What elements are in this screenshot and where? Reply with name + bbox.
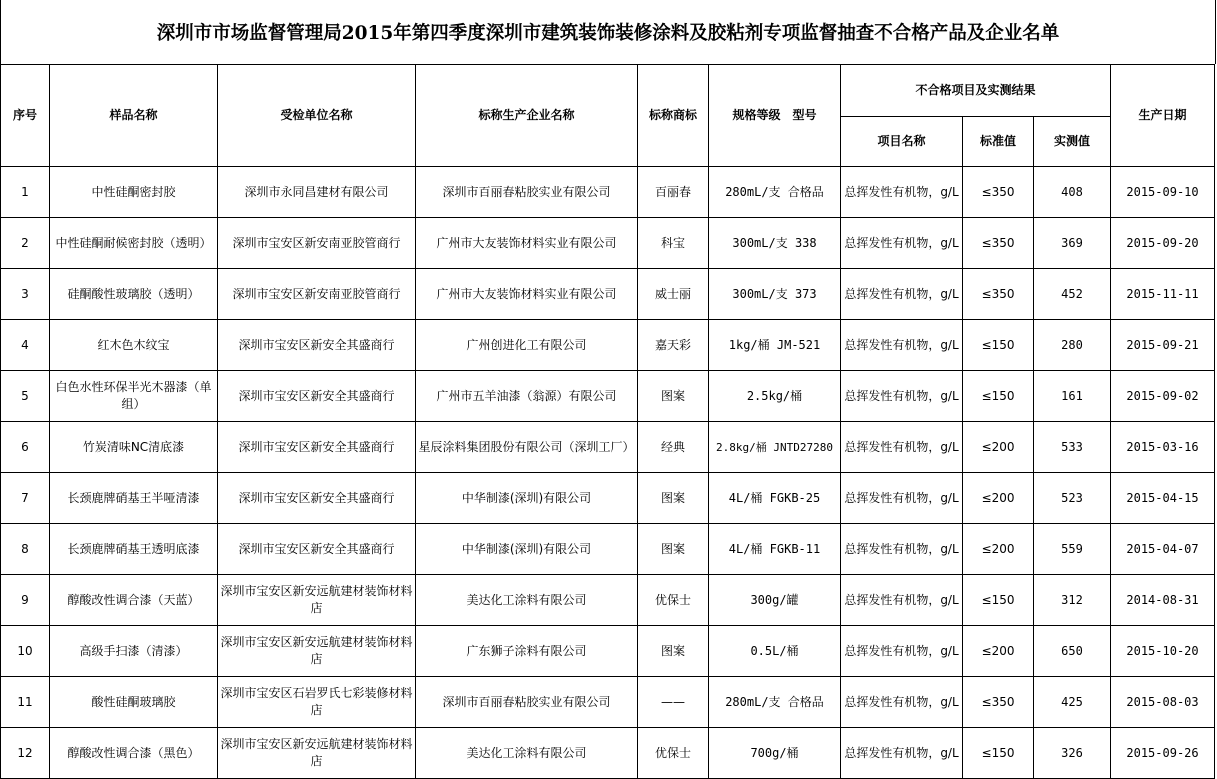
cell-item: 总挥发性有机物，g/L xyxy=(841,524,963,575)
cell-measured: 523 xyxy=(1034,473,1111,524)
cell-standard: ≤200 xyxy=(963,524,1034,575)
table-row xyxy=(1,626,1215,677)
table-row xyxy=(1,524,1215,575)
cell-spec: 280mL/支 合格品 xyxy=(709,167,841,218)
cell-brand: 科宝 xyxy=(638,218,709,269)
cell-inspected: 深圳市宝安区新安全其盛商行 xyxy=(218,320,416,371)
cell-item: 总挥发性有机物，g/L xyxy=(841,269,963,320)
table-row xyxy=(1,167,1215,218)
cell-seq: 7 xyxy=(1,473,50,524)
cell-seq: 12 xyxy=(1,728,50,779)
cell-standard: ≤350 xyxy=(963,677,1034,728)
header-spec: 规格等级 型号 xyxy=(709,65,841,167)
cell-sample: 醇酸改性调合漆（黑色） xyxy=(50,728,218,779)
cell-measured: 326 xyxy=(1034,728,1111,779)
table-row xyxy=(1,728,1215,779)
cell-item: 总挥发性有机物，g/L xyxy=(841,728,963,779)
header-measured: 实测值 xyxy=(1034,117,1111,167)
cell-spec: 700g/桶 xyxy=(709,728,841,779)
cell-standard: ≤350 xyxy=(963,167,1034,218)
cell-standard: ≤200 xyxy=(963,422,1034,473)
results-table xyxy=(0,64,1215,779)
table-row xyxy=(1,473,1215,524)
cell-standard: ≤350 xyxy=(963,269,1034,320)
cell-date: 2015-09-20 xyxy=(1111,218,1215,269)
cell-spec: 280mL/支 合格品 xyxy=(709,677,841,728)
cell-date: 2015-03-16 xyxy=(1111,422,1215,473)
cell-inspected: 深圳市宝安区新安南亚胶管商行 xyxy=(218,218,416,269)
cell-seq: 3 xyxy=(1,269,50,320)
cell-brand: 百丽春 xyxy=(638,167,709,218)
cell-seq: 10 xyxy=(1,626,50,677)
cell-sample: 硅酮酸性玻璃胶（透明） xyxy=(50,269,218,320)
cell-item: 总挥发性有机物，g/L xyxy=(841,320,963,371)
cell-standard: ≤200 xyxy=(963,473,1034,524)
cell-seq: 4 xyxy=(1,320,50,371)
header-manufacturer: 标称生产企业名称 xyxy=(416,65,638,167)
cell-brand: 经典 xyxy=(638,422,709,473)
cell-inspected: 深圳市宝安区新安全其盛商行 xyxy=(218,524,416,575)
cell-sample: 中性硅酮密封胶 xyxy=(50,167,218,218)
header-sample: 样品名称 xyxy=(50,65,218,167)
cell-brand: 优保士 xyxy=(638,728,709,779)
cell-sample: 高级手扫漆（清漆） xyxy=(50,626,218,677)
table-row xyxy=(1,218,1215,269)
cell-measured: 650 xyxy=(1034,626,1111,677)
cell-inspected: 深圳市宝安区石岩罗氏七彩装修材料店 xyxy=(218,677,416,728)
cell-spec: 2.5kg/桶 xyxy=(709,371,841,422)
cell-manufacturer: 中华制漆(深圳)有限公司 xyxy=(416,524,638,575)
page-title: 深圳市市场监督管理局2015年第四季度深圳市建筑装饰装修涂料及胶粘剂专项监督抽查不合格产品及企业名单 xyxy=(0,0,1216,64)
cell-manufacturer: 美达化工涂料有限公司 xyxy=(416,575,638,626)
cell-sample: 酸性硅酮玻璃胶 xyxy=(50,677,218,728)
table-row xyxy=(1,677,1215,728)
cell-date: 2014-08-31 xyxy=(1111,575,1215,626)
cell-brand: —— xyxy=(638,677,709,728)
cell-sample: 长颈鹿牌硝基王透明底漆 xyxy=(50,524,218,575)
cell-date: 2015-04-07 xyxy=(1111,524,1215,575)
cell-date: 2015-04-15 xyxy=(1111,473,1215,524)
cell-measured: 161 xyxy=(1034,371,1111,422)
header-inspected: 受检单位名称 xyxy=(218,65,416,167)
table-row xyxy=(1,371,1215,422)
cell-brand: 嘉天彩 xyxy=(638,320,709,371)
cell-item: 总挥发性有机物，g/L xyxy=(841,677,963,728)
cell-inspected: 深圳市宝安区新安全其盛商行 xyxy=(218,422,416,473)
cell-item: 总挥发性有机物，g/L xyxy=(841,167,963,218)
cell-spec: 2.8kg/桶 JNTD27280 xyxy=(709,422,841,473)
header-date: 生产日期 xyxy=(1111,65,1215,167)
cell-date: 2015-08-03 xyxy=(1111,677,1215,728)
cell-spec: 300g/罐 xyxy=(709,575,841,626)
cell-standard: ≤150 xyxy=(963,728,1034,779)
cell-measured: 369 xyxy=(1034,218,1111,269)
cell-seq: 11 xyxy=(1,677,50,728)
cell-measured: 533 xyxy=(1034,422,1111,473)
cell-manufacturer: 广州市大友装饰材料实业有限公司 xyxy=(416,218,638,269)
cell-brand: 图案 xyxy=(638,473,709,524)
cell-seq: 1 xyxy=(1,167,50,218)
cell-sample: 红木色木纹宝 xyxy=(50,320,218,371)
cell-standard: ≤150 xyxy=(963,320,1034,371)
cell-seq: 9 xyxy=(1,575,50,626)
cell-brand: 优保士 xyxy=(638,575,709,626)
cell-item: 总挥发性有机物，g/L xyxy=(841,626,963,677)
cell-item: 总挥发性有机物，g/L xyxy=(841,422,963,473)
cell-sample: 白色水性环保半光木器漆（单组） xyxy=(50,371,218,422)
cell-measured: 452 xyxy=(1034,269,1111,320)
header-seq: 序号 xyxy=(1,65,50,167)
cell-inspected: 深圳市宝安区新安远航建材装饰材料店 xyxy=(218,626,416,677)
cell-standard: ≤150 xyxy=(963,371,1034,422)
table-row xyxy=(1,320,1215,371)
cell-inspected: 深圳市宝安区新安远航建材装饰材料店 xyxy=(218,728,416,779)
cell-manufacturer: 广东狮子涂料有限公司 xyxy=(416,626,638,677)
cell-inspected: 深圳市宝安区新安全其盛商行 xyxy=(218,371,416,422)
cell-inspected: 深圳市宝安区新安南亚胶管商行 xyxy=(218,269,416,320)
cell-sample: 醇酸改性调合漆（天蓝） xyxy=(50,575,218,626)
cell-spec: 300mL/支 338 xyxy=(709,218,841,269)
table-row xyxy=(1,575,1215,626)
cell-spec: 0.5L/桶 xyxy=(709,626,841,677)
cell-seq: 2 xyxy=(1,218,50,269)
cell-standard: ≤350 xyxy=(963,218,1034,269)
cell-date: 2015-10-20 xyxy=(1111,626,1215,677)
cell-manufacturer: 广州市大友装饰材料实业有限公司 xyxy=(416,269,638,320)
cell-brand: 威士丽 xyxy=(638,269,709,320)
cell-date: 2015-09-10 xyxy=(1111,167,1215,218)
cell-brand: 图案 xyxy=(638,626,709,677)
cell-standard: ≤200 xyxy=(963,626,1034,677)
cell-inspected: 深圳市永同昌建材有限公司 xyxy=(218,167,416,218)
cell-item: 总挥发性有机物，g/L xyxy=(841,218,963,269)
cell-manufacturer: 星辰涂料集团股份有限公司（深圳工厂） xyxy=(416,422,638,473)
cell-spec: 300mL/支 373 xyxy=(709,269,841,320)
cell-inspected: 深圳市宝安区新安全其盛商行 xyxy=(218,473,416,524)
table-row xyxy=(1,269,1215,320)
cell-item: 总挥发性有机物，g/L xyxy=(841,575,963,626)
cell-manufacturer: 中华制漆(深圳)有限公司 xyxy=(416,473,638,524)
cell-inspected: 深圳市宝安区新安远航建材装饰材料店 xyxy=(218,575,416,626)
cell-spec: 4L/桶 FGKB-25 xyxy=(709,473,841,524)
cell-standard: ≤150 xyxy=(963,575,1034,626)
cell-seq: 6 xyxy=(1,422,50,473)
cell-manufacturer: 深圳市百丽春粘胶实业有限公司 xyxy=(416,677,638,728)
cell-seq: 5 xyxy=(1,371,50,422)
cell-manufacturer: 广州市五羊油漆（翁源）有限公司 xyxy=(416,371,638,422)
cell-brand: 图案 xyxy=(638,524,709,575)
cell-seq: 8 xyxy=(1,524,50,575)
cell-measured: 312 xyxy=(1034,575,1111,626)
cell-sample: 中性硅酮耐候密封胶（透明） xyxy=(50,218,218,269)
header-brand: 标称商标 xyxy=(638,65,709,167)
cell-item: 总挥发性有机物，g/L xyxy=(841,473,963,524)
cell-manufacturer: 深圳市百丽春粘胶实业有限公司 xyxy=(416,167,638,218)
cell-date: 2015-09-21 xyxy=(1111,320,1215,371)
cell-spec: 4L/桶 FGKB-11 xyxy=(709,524,841,575)
cell-sample: 长颈鹿牌硝基王半哑清漆 xyxy=(50,473,218,524)
cell-date: 2015-09-02 xyxy=(1111,371,1215,422)
cell-item: 总挥发性有机物，g/L xyxy=(841,371,963,422)
cell-measured: 280 xyxy=(1034,320,1111,371)
cell-measured: 408 xyxy=(1034,167,1111,218)
header-fail-group: 不合格项目及实测结果 xyxy=(841,65,1111,117)
table-row xyxy=(1,422,1215,473)
header-standard: 标准值 xyxy=(963,117,1034,167)
cell-brand: 图案 xyxy=(638,371,709,422)
cell-measured: 425 xyxy=(1034,677,1111,728)
cell-date: 2015-11-11 xyxy=(1111,269,1215,320)
cell-date: 2015-09-26 xyxy=(1111,728,1215,779)
cell-spec: 1kg/桶 JM-521 xyxy=(709,320,841,371)
cell-measured: 559 xyxy=(1034,524,1111,575)
header-item: 项目名称 xyxy=(841,117,963,167)
cell-sample: 竹炭清味NC清底漆 xyxy=(50,422,218,473)
cell-manufacturer: 美达化工涂料有限公司 xyxy=(416,728,638,779)
cell-manufacturer: 广州创进化工有限公司 xyxy=(416,320,638,371)
